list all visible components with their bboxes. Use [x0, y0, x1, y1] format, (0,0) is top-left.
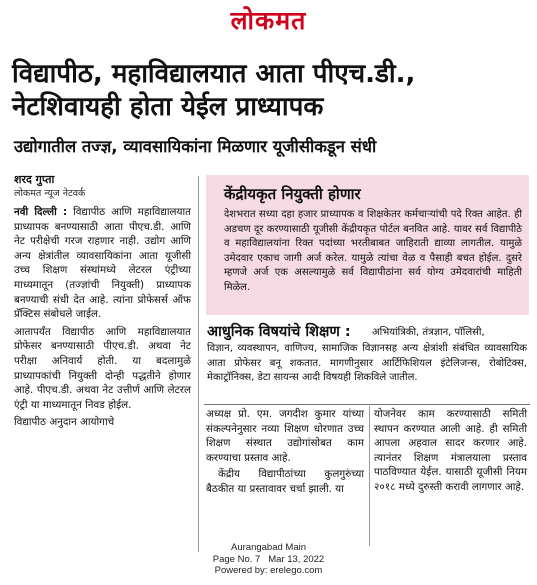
section-body: विज्ञान, व्यवस्थापन, वाणिज्य, सामाजिक विज्ञानसह अन्य क्षेत्रांशी संबंधित व्यावसायिक आता प्रोफेसर बनू शकतात. मागणीनुसार आर्टिफिशियल इंटेलिजन्स, रोबोटिक्स, मेकाट्रॉनिक्स, डेटा सायन्स आदी विषयही शिकविले जातील.	[207, 343, 527, 384]
footer-edition: Aurangabad Main	[231, 542, 306, 553]
lokmat-logo: लोकमत	[230, 6, 307, 35]
section-title: आधुनिक विषयांचे शिक्षण :	[207, 324, 351, 340]
footer-powered-by: Powered by: erelego.com	[214, 565, 323, 576]
sidebar-box-body: देशभरात सध्या दहा हजार प्राध्यापक व शिक्षकेतर कर्मचाऱ्यांची पदे रिक्त आहेत. ही अडचण दूर करण्यासाठी यूजीसी केंद्रीयकृत पोर्टल बनवित आहे. यावर सर्व विद्यापीठे व महाविद्यालयांना रिक्त पदांच्या भरतीबाबत जाहिराती द्याव्या लागतील. यामुळे उमेदवार एकाच जागी अर्ज करेल. यामुळे त्यांचा वेळ व पैसाही बचत होईल. दुसरे म्हणजे अर्ज एक असल्यामुळे सर्व विद्यापीठांना सर्व योग्य उमेदवारांची माहिती मिळेल.	[224, 209, 522, 293]
left-column	[14, 205, 191, 433]
byline-author: शरद गुप्ता	[14, 173, 55, 186]
section-inline-text: अभियांत्रिकी, तंत्रज्ञान, पॉलिसी,	[372, 327, 485, 338]
sidebar-box-title: केंद्रीयकृत नियुक्ती होणार	[224, 185, 361, 203]
horizontal-rule	[204, 404, 530, 405]
subheadline: उद्योगातील तज्ज्ञ, व्यावसायिकांना मिळणार यूजीसीकडून संधी	[14, 137, 377, 156]
middle-column	[206, 407, 364, 499]
column-divider-2	[369, 406, 370, 546]
left-paragraph-3: विद्यापीठ अनुदान आयोगाचे	[14, 416, 115, 429]
left-paragraph-1	[14, 205, 191, 322]
byline-agency: लोकमत न्यूज नेटवर्क	[14, 188, 86, 199]
column-divider	[198, 176, 199, 552]
right-column	[374, 407, 527, 495]
dateline: नवी दिल्ली :	[14, 206, 68, 218]
footer-page-info: Page No. 7 Mar 13, 2022	[212, 553, 325, 565]
masthead	[0, 6, 537, 36]
mid-paragraph-1: अध्यक्ष प्रो. एम. जगदीश कुमार यांच्या संकल्पनेनुसार नव्या शिक्षण धोरणात उच्च शिक्षण संस्थात उद्योगांसोबत काम करण्याचा प्रस्ताव आहे.	[206, 408, 364, 464]
page-footer	[0, 542, 537, 577]
left-paragraph-1-text: विद्यापीठ आणि महाविद्यालयात प्राध्यापक बनण्यासाठी आता पीएच.डी. आणि नेट परीक्षेची गरज राहणार नाही. उद्योग आणि अन्य क्षेत्रांतील व्यावसायिकांना आता यूजीसी उच्च शिक्षण संस्थांमध्ये लेटरल एंट्रीच्या माध्यमातून (तज्ज्ञांची नियुक्ती) प्राध्यापक बनण्याची संधी देत आहे. त्यांना प्रोफेसर्स ऑफ प्रॅक्टिस संबोधले जाईल.	[14, 206, 191, 321]
headline: विद्यापीठ, महाविद्यालयात आता पीएच.डी., नेटशिवायही होता येईल प्राध्यापक	[12, 59, 416, 122]
left-paragraph-2: आतापर्यंत विद्यापीठ आणि महाविद्यालयात प्रोफेसर बनण्यासाठी पीएच.डी. अथवा नेट परीक्षा अनिवार्य होती. या बदलामुळे प्राध्यापकांची नियुक्ती दोन्ही पद्धतीने होणार आहे. पीएच.डी. अथवा नेट उत्तीर्ण आणि लेटरल एंट्री या माध्यमातून निवड होईल.	[14, 325, 191, 411]
right-paragraph-1: योजनेवर काम करण्यासाठी समिती स्थापन करण्यात आली आहे. ही समिती आपला अहवाल सादर करणार आहे. त्यानंतर शिक्षण मंत्रालयाला प्रस्ताव पाठविण्यात येईल. यासाठी यूजीसी नियम २०१८ मध्ये दुरुस्ती करावी लागणार आहे.	[374, 408, 527, 493]
mid-paragraph-2: केंद्रीय विद्यापीठांच्या कुलगुरुंच्या बैठकीत या प्रस्तावावर चर्चा झाली. या	[206, 468, 364, 495]
